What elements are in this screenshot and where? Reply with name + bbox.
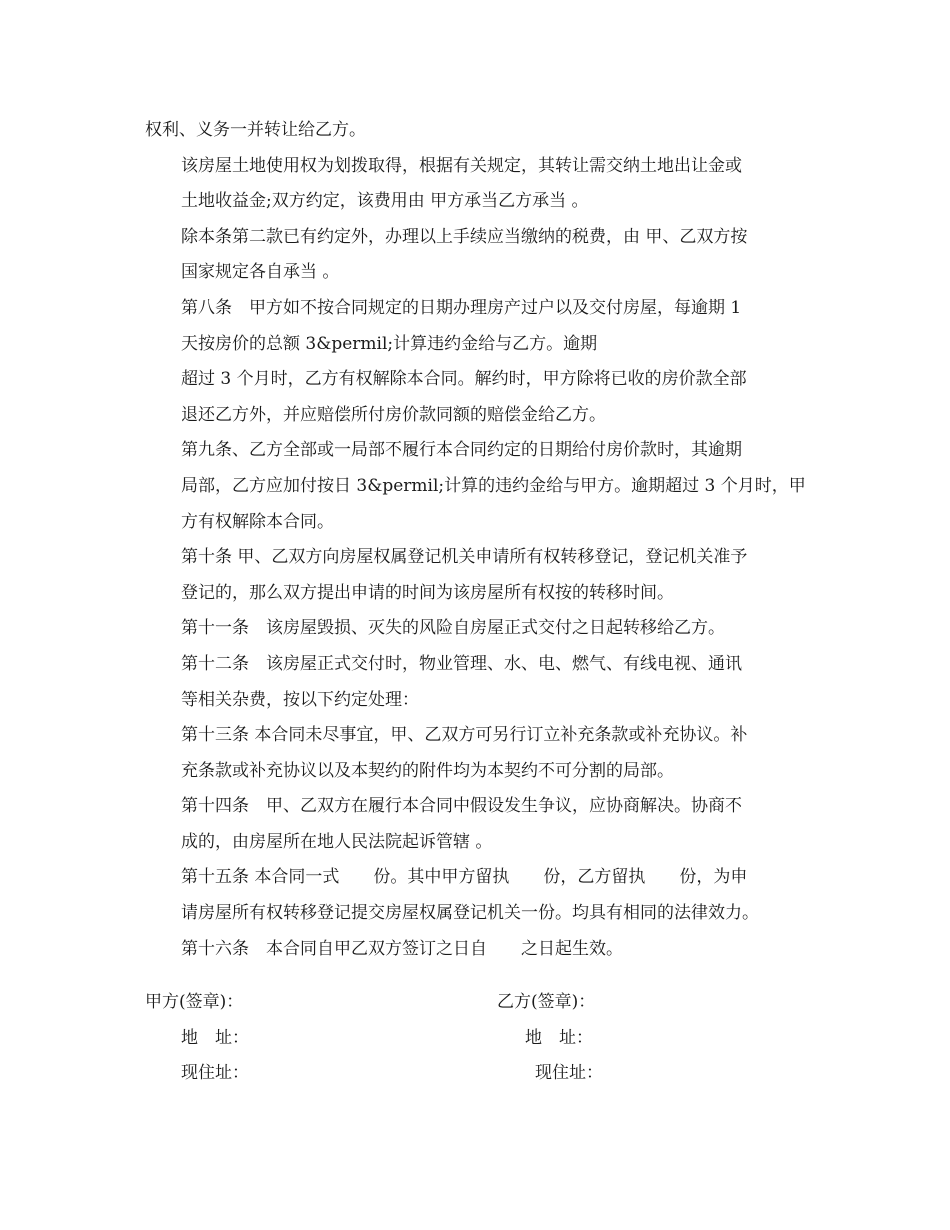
paragraph-line: 第十条 甲、乙双方向房屋权属登记机关申请所有权转移登记，登记机关准予 bbox=[181, 547, 748, 568]
paragraph-line: 第十三条 本合同未尽事宜，甲、乙双方可另行订立补充条款或补充协议。补 bbox=[181, 725, 748, 746]
paragraph-line: 第八条 甲方如不按合同规定的日期办理房产过户以及交付房屋，每逾期 1 bbox=[181, 297, 742, 318]
contract-paragraph bbox=[145, 789, 810, 860]
paragraph-line: 第十六条 本合同自甲乙双方签订之日自 之日起生效。 bbox=[181, 938, 623, 959]
paragraph-line: 充条款或补充协议以及本契约的附件均为本契约不可分割的局部。 bbox=[181, 760, 674, 781]
paragraph-line: 天按房价的总额 3&permil;计算违约金给与乙方。逾期 bbox=[181, 333, 598, 354]
signature-row bbox=[145, 985, 810, 1021]
contract-paragraph bbox=[145, 291, 810, 362]
paragraph-line: 第十五条 本合同一式 份。其中甲方留执 份，乙方留执 份，为申 bbox=[181, 867, 748, 888]
contract-paragraph bbox=[145, 433, 810, 540]
party-b-signature-label: 乙方(签章)： bbox=[497, 992, 596, 1012]
paragraph-line: 国家规定各自承当 。 bbox=[181, 262, 340, 283]
paragraph-line: 第十一条 该房屋毁损、灭失的风险自房屋正式交付之日起转移给乙方。 bbox=[181, 618, 725, 639]
paragraph-line: 登记的，那么双方提出申请的时间为该房屋所有权按的转移时间。 bbox=[181, 582, 674, 603]
paragraph-line: 该房屋土地使用权为划拨取得，根据有关规定，其转让需交纳土地出让金或 bbox=[181, 155, 742, 176]
paragraph-line: 成的，由房屋所在地人民法院起诉管辖 。 bbox=[181, 831, 493, 852]
paragraph-line: 等相关杂费，按以下约定处理： bbox=[181, 689, 419, 710]
paragraph-line: 方有权解除本合同。 bbox=[181, 511, 334, 532]
contract-paragraph bbox=[145, 718, 810, 789]
paragraph-line: 第十四条 甲、乙双方在履行本合同中假设发生争议，应协商解决。协商不 bbox=[181, 796, 742, 817]
contract-paragraph bbox=[145, 932, 810, 968]
party-b-address-label: 地 址： bbox=[525, 1027, 593, 1048]
contract-body bbox=[145, 113, 810, 967]
paragraph-line: 请房屋所有权转移登记提交房屋权属登记机关一份。均具有相同的法律效力。 bbox=[181, 903, 759, 924]
address-row bbox=[145, 1021, 810, 1057]
party-a-signature-label: 甲方(签章)： bbox=[145, 992, 244, 1012]
paragraph-line: 除本条第二款已有约定外，办理以上手续应当缴纳的税费，由 甲、乙双方按 bbox=[181, 226, 748, 247]
contract-paragraph bbox=[145, 540, 810, 611]
contract-paragraph bbox=[145, 860, 810, 931]
paragraph-line: 超过 3 个月时，乙方有权解除本合同。解约时，甲方除将已收的房价款全部 bbox=[181, 369, 747, 390]
paragraph-line: 权利、义务一并转让给乙方。 bbox=[145, 120, 366, 140]
contract-paragraph bbox=[145, 220, 810, 291]
paragraph-line: 局部，乙方应加付按日 3&permil;计算的违约金给与甲方。逾期超过 3 个月时，甲 bbox=[181, 475, 806, 496]
contract-paragraph bbox=[145, 362, 810, 433]
party-b-residence-label: 现住址： bbox=[535, 1063, 603, 1084]
residence-row bbox=[145, 1056, 810, 1092]
contract-paragraph bbox=[145, 647, 810, 718]
party-a-residence-label: 现住址： bbox=[181, 1063, 249, 1084]
paragraph-line: 第十二条 该房屋正式交付时，物业管理、水、电、燃气、有线电视、通讯 bbox=[181, 653, 742, 674]
contract-paragraph bbox=[145, 611, 810, 647]
signature-block bbox=[145, 985, 810, 1092]
contract-paragraph bbox=[145, 113, 810, 149]
party-a-address-label: 地 址： bbox=[181, 1027, 249, 1048]
paragraph-line: 退还乙方外，并应赔偿所付房价款同额的赔偿金给乙方。 bbox=[181, 404, 606, 425]
contract-paragraph bbox=[145, 149, 810, 220]
paragraph-line: 第九条、乙方全部或一局部不履行本合同约定的日期给付房价款时，其逾期 bbox=[181, 440, 742, 461]
paragraph-line: 土地收益金;双方约定，该费用由 甲方承当乙方承当 。 bbox=[181, 191, 589, 212]
